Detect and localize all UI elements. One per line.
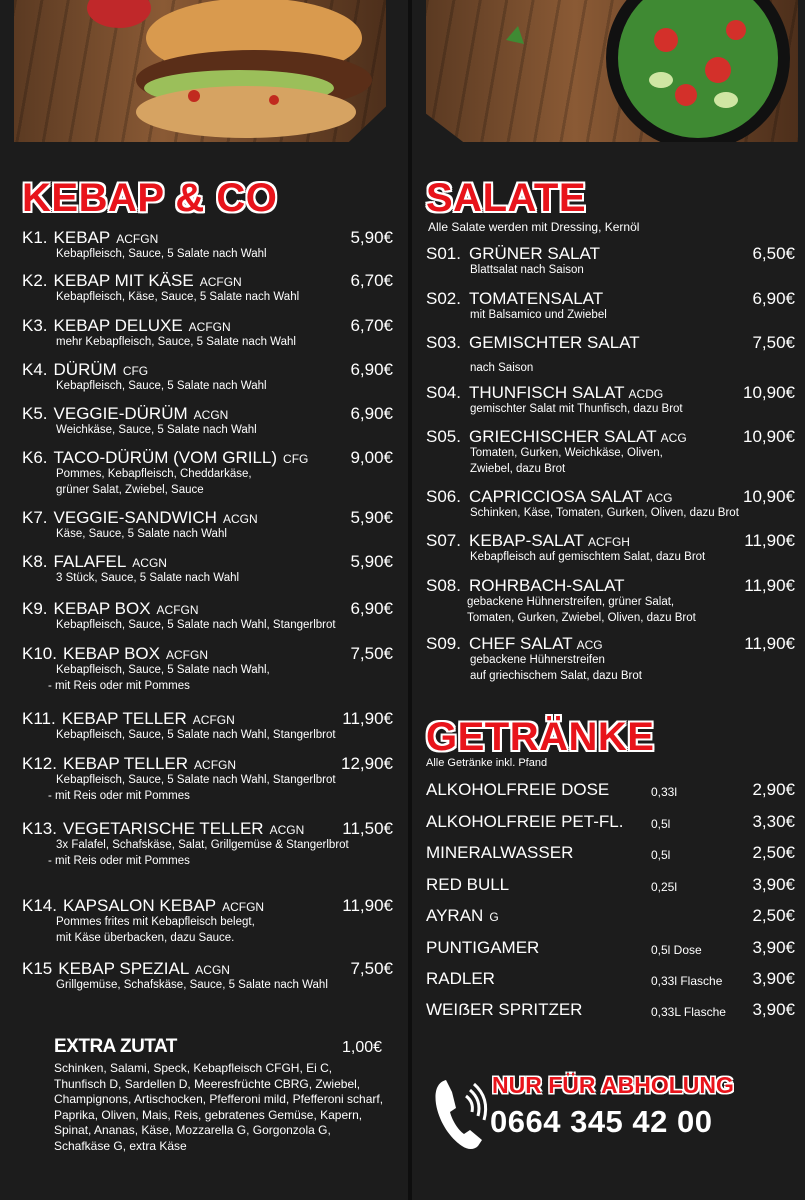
menu-item-name: [426, 289, 603, 309]
menu-item-description: Kebapfleisch, Sauce, 5 Salate nach Wahl, Stangerlbrot: [56, 729, 336, 741]
menu-item-price: 5,90€: [350, 508, 393, 527]
allergen-codes: ACFGN: [194, 758, 237, 772]
allergen-codes: ACFGN: [188, 320, 231, 334]
drink-size: 0,5l: [651, 848, 671, 862]
menu-item-title: GEMISCHTER SALAT: [468, 333, 640, 352]
menu-item-price: 11,90€: [342, 896, 393, 915]
menu-item-description: Kebapfleisch, Sauce, 5 Salate nach Wahl: [56, 248, 267, 260]
menu-item-name: [22, 552, 167, 573]
pickup-contact: [432, 1072, 772, 1152]
drink-name: [426, 906, 499, 927]
menu-item-title: KEBAP BOX: [62, 644, 160, 663]
menu-item-title: KEBAP DELUXE: [53, 316, 183, 335]
kebap-photo: [14, 0, 386, 142]
allergen-codes: ACFGN: [166, 648, 208, 662]
menu-item-title: KEBAP SPEZIAL: [58, 959, 190, 978]
menu-item-number: S01.: [426, 244, 461, 263]
menu-item-description: gebackene Hühnerstreifen, grüner Salat,: [467, 596, 675, 608]
menu-item-description: nach Saison: [470, 362, 534, 374]
allergen-codes: ACGN: [132, 556, 167, 570]
menu-item-description: Grillgemüse, Schafskäse, Sauce, 5 Salate nach Wahl: [56, 979, 328, 991]
drink-price: 3,90€: [752, 875, 795, 894]
salad-photo: [426, 0, 798, 142]
menu-item-description: - mit Reis oder mit Pommes: [48, 790, 190, 802]
menu-item-description: - mit Reis oder mit Pommes: [48, 855, 190, 867]
menu-item-description: Kebapfleisch, Sauce, 5 Salate nach Wahl, Stangerlbrot: [56, 774, 336, 786]
drink-name: [426, 938, 539, 958]
drink-size: 0,33L Flasche: [651, 1005, 726, 1019]
menu-item-number: K3.: [22, 316, 48, 335]
drink-title: AYRAN: [426, 906, 484, 925]
drink-title: WEIẞER SPRITZER: [426, 1000, 583, 1019]
drink-title: RED BULL: [426, 875, 510, 894]
menu-item-name: [22, 644, 208, 665]
salad-illustration: [426, 0, 798, 142]
menu-item-title: TOMATENSALAT: [468, 289, 604, 308]
menu-item-description: Tomaten, Gurken, Zwiebel, Oliven, dazu Brot: [467, 612, 696, 624]
allergen-codes: ACGN: [195, 963, 230, 977]
menu-item-title: KEBAP MIT KÄSE: [53, 271, 194, 290]
allergen-codes: ACFGN: [199, 275, 242, 289]
menu-item-price: 11,90€: [744, 531, 795, 550]
menu-item-title: VEGGIE-SANDWICH: [53, 508, 217, 527]
menu-item-name: [426, 634, 603, 655]
allergen-codes: ACFGN: [156, 603, 199, 617]
drink-price: 3,30€: [752, 812, 795, 831]
menu-item-price: 11,90€: [744, 634, 795, 653]
menu-item-number: K4.: [22, 360, 48, 379]
menu-item-price: 6,90€: [350, 360, 393, 379]
menu-item-number: S05.: [426, 427, 461, 446]
menu-item-description: gemischter Salat mit Thunfisch, dazu Brot: [470, 403, 683, 415]
drink-name: [426, 1000, 582, 1020]
menu-item-title: FALAFEL: [53, 552, 127, 571]
drink-size: 0,33l: [651, 785, 678, 799]
menu-item-title: CAPRICCIOSA SALAT: [468, 487, 643, 506]
drink-price: 3,90€: [752, 1000, 795, 1019]
menu-item-description: auf griechischem Salat, dazu Brot: [470, 670, 642, 682]
menu-item-description: Kebapfleisch, Sauce, 5 Salate nach Wahl: [56, 380, 267, 392]
menu-item-price: 6,70€: [350, 271, 393, 290]
allergen-codes: ACGN: [269, 823, 305, 837]
menu-item-price: 12,90€: [341, 754, 393, 773]
drink-price: 3,90€: [752, 969, 795, 988]
drink-title: ALKOHOLFREIE DOSE: [426, 780, 610, 799]
menu-item-description: Kebapfleisch, Käse, Sauce, 5 Salate nach Wahl: [56, 291, 300, 303]
menu-item-description: grüner Salat, Zwiebel, Sauce: [56, 484, 204, 496]
salate-note: Alle Salate werden mit Dressing, Kernöl: [428, 220, 640, 234]
menu-item-number: S09.: [426, 634, 461, 653]
drink-price: 3,90€: [752, 938, 795, 957]
drink-size: 0,5l: [651, 817, 671, 831]
allergen-codes: ACDG: [628, 387, 664, 401]
menu-item-price: 11,90€: [744, 576, 795, 595]
menu-item-description: - mit Reis oder mit Pommes: [48, 680, 190, 692]
menu-item-number: K2.: [22, 271, 48, 290]
allergen-codes: G: [489, 910, 499, 924]
menu-item-title: GRÜNER SALAT: [468, 244, 600, 263]
drink-size: 0,33l Flasche: [651, 974, 723, 988]
menu-item-description: Kebapfleisch, Sauce, 5 Salate nach Wahl,: [56, 664, 270, 676]
menu-item-title: KEBAP TELLER: [62, 754, 189, 773]
menu-item-title: ROHRBACH-SALAT: [468, 576, 625, 595]
allergen-codes: ACG: [646, 491, 673, 505]
menu-item-number: K8.: [22, 552, 48, 571]
menu-item-name: [22, 360, 148, 381]
menu-item-name: [22, 448, 308, 469]
drink-price: 2,90€: [752, 780, 795, 799]
drink-name: [426, 812, 623, 832]
menu-item-description: gebackene Hühnerstreifen: [470, 654, 605, 666]
kebap-section-title: KEBAP & CO: [22, 176, 278, 220]
menu-item-name: [22, 599, 199, 620]
allergen-codes: ACFGN: [192, 713, 235, 727]
menu-item-price: 10,90€: [743, 383, 795, 402]
drink-title: MINERALWASSER: [426, 843, 574, 862]
menu-item-number: S03.: [426, 333, 461, 352]
menu-item-description: Blattsalat nach Saison: [470, 264, 584, 276]
allergen-codes: ACG: [660, 431, 687, 445]
menu-item-description: mit Käse überbacken, dazu Sauce.: [56, 932, 235, 944]
drink-title: ALKOHOLFREIE PET-FL.: [426, 812, 624, 831]
menu-item-name: [426, 333, 640, 353]
allergen-codes: CFG: [283, 452, 309, 466]
menu-item-description: Käse, Sauce, 5 Salate nach Wahl: [56, 528, 227, 540]
menu-item-price: 10,90€: [743, 427, 795, 446]
menu-item-name: [426, 576, 625, 596]
allergen-codes: ACFGN: [116, 232, 159, 246]
menu-item-name: [22, 754, 236, 775]
menu-item-description: Schinken, Käse, Tomaten, Gurken, Oliven, dazu Brot: [470, 507, 739, 519]
phone-icon: [432, 1076, 492, 1152]
menu-item-name: [22, 228, 158, 249]
drink-name: [426, 969, 495, 989]
menu-item-description: mehr Kebapfleisch, Sauce, 5 Salate nach Wahl: [56, 336, 296, 348]
allergen-codes: ACFGN: [222, 900, 265, 914]
menu-item-description: Kebapfleisch auf gemischtem Salat, dazu Brot: [470, 551, 706, 563]
menu-item-title: CHEF SALAT: [468, 634, 573, 653]
drink-title: RADLER: [426, 969, 495, 988]
getraenke-section-title: GETRÄNKE: [426, 715, 655, 759]
menu-item-price: 6,50€: [752, 244, 795, 263]
menu-item-price: 6,90€: [752, 289, 795, 308]
menu-item-title: VEGETARISCHE TELLER: [62, 819, 264, 838]
menu-item-price: 11,50€: [342, 819, 393, 838]
menu-item-description: Kebapfleisch, Sauce, 5 Salate nach Wahl, Stangerlbrot: [56, 619, 336, 631]
menu-item-number: K5.: [22, 404, 48, 423]
menu-item-description: 3x Falafel, Schafskäse, Salat, Grillgemüse & Stangerlbrot: [56, 839, 349, 851]
extra-title: EXTRA ZUTAT: [54, 1036, 177, 1057]
menu-item-number: K1.: [22, 228, 48, 247]
menu-item-price: 9,00€: [350, 448, 393, 467]
menu-item-number: K14.: [22, 896, 57, 915]
drink-name: [426, 843, 573, 863]
menu-item-description: Pommes, Kebapfleisch, Cheddarkäse,: [56, 468, 252, 480]
menu-item-title: KEBAP BOX: [53, 599, 151, 618]
pickup-label: NUR FÜR ABHOLUNG: [492, 1072, 734, 1098]
drink-size: 0,5l Dose: [651, 943, 702, 957]
drink-name: [426, 780, 609, 800]
menu-item-name: [22, 404, 228, 425]
menu-item-title: TACO-DÜRÜM (VOM GRILL): [53, 448, 278, 467]
menu-item-price: 5,90€: [350, 228, 393, 247]
extra-price: 1,00€: [342, 1039, 383, 1056]
menu-item-title: KEBAP TELLER: [61, 709, 187, 728]
drink-price: 2,50€: [752, 843, 795, 862]
allergen-codes: ACGN: [193, 408, 229, 422]
menu-item-title: KEBAP: [53, 228, 111, 247]
menu-item-name: [22, 316, 231, 337]
drink-title: PUNTIGAMER: [426, 938, 540, 957]
menu-item-description: Weichkäse, Sauce, 5 Salate nach Wahl: [56, 424, 257, 436]
column-divider: [408, 0, 412, 1200]
menu-item-price: 6,90€: [350, 599, 393, 618]
menu-item-number: K13.: [22, 819, 57, 838]
menu-item-name: [426, 244, 600, 264]
drink-name: [426, 875, 509, 895]
menu-item-price: 10,90€: [743, 487, 795, 506]
drink-size: 0,25l: [651, 880, 678, 894]
kebap-illustration: [14, 0, 386, 142]
menu-item-title: KEBAP-SALAT: [468, 531, 584, 550]
menu-item-number: K9.: [22, 599, 48, 618]
menu-item-description: 3 Stück, Sauce, 5 Salate nach Wahl: [56, 572, 240, 584]
menu-item-title: THUNFISCH SALAT: [468, 383, 625, 402]
drink-price: 2,50€: [752, 906, 795, 925]
menu-item-number: S07.: [426, 531, 461, 550]
phone-number[interactable]: 0664 345 42 00: [490, 1104, 713, 1139]
menu-item-number: K7.: [22, 508, 48, 527]
menu-item-number: S06.: [426, 487, 461, 506]
menu-item-price: 6,90€: [350, 404, 393, 423]
menu-item-price: 6,70€: [350, 316, 393, 335]
menu-item-number: K12.: [22, 754, 57, 773]
allergen-codes: ACG: [576, 638, 603, 652]
menu-item-name: [22, 709, 235, 730]
menu-item-description: Zwiebel, dazu Brot: [470, 463, 566, 475]
menu-item-description: Pommes frites mit Kebapfleisch belegt,: [56, 916, 255, 928]
menu-item-number: K6.: [22, 448, 48, 467]
menu-item-name: [22, 271, 242, 292]
menu-item-name: [426, 531, 630, 552]
menu-item-number: S08.: [426, 576, 461, 595]
menu-item-name: [22, 508, 258, 529]
menu-item-number: S04.: [426, 383, 461, 402]
menu-item-number: K15: [22, 959, 53, 978]
menu-item-number: S02.: [426, 289, 461, 308]
menu-item-price: 7,50€: [752, 333, 795, 352]
menu-item-price: 5,90€: [350, 552, 393, 571]
menu-item-title: DÜRÜM: [53, 360, 117, 379]
menu-item-number: K10.: [22, 644, 57, 663]
menu-item-name: [22, 819, 304, 840]
allergen-codes: CFG: [122, 364, 149, 378]
menu-item-number: K11.: [22, 709, 56, 728]
menu-item-name: [22, 896, 264, 917]
menu-item-name: [426, 427, 687, 448]
menu-item-name: [426, 487, 673, 508]
menu-item-title: KAPSALON KEBAP: [62, 896, 217, 915]
menu-item-title: VEGGIE-DÜRÜM: [53, 404, 188, 423]
allergen-codes: ACGN: [222, 512, 258, 526]
menu-item-name: [426, 383, 663, 404]
menu-item-price: 7,50€: [350, 644, 393, 663]
menu-item-description: mit Balsamico und Zwiebel: [470, 309, 607, 321]
extra-description: Schinken, Salami, Speck, Kebapfleisch CFGH, Ei C, Thunfisch D, Sardellen D, Meeresfrüchte CBRG, Zwiebel, Champignons, Artischocken, Pfefferoni mild, Pfefferoni scharf, Paprika, Oliven, Mais, Reis, gebratenes Gemüse, Kapern, Spinat, Ananas, Käse, Mozzarella G, Gorgonzola G, Schafkäse G, extra Käse: [54, 1061, 384, 1153]
getraenke-note: Alle Getränke inkl. Pfand: [426, 757, 548, 769]
menu-item-name: [22, 959, 230, 980]
menu-item-title: GRIECHISCHER SALAT: [468, 427, 657, 446]
menu-item-description: Tomaten, Gurken, Weichkäse, Oliven,: [470, 447, 663, 459]
menu-item-price: 11,90€: [342, 709, 393, 728]
allergen-codes: ACFGH: [587, 535, 630, 549]
menu-item-price: 7,50€: [350, 959, 393, 978]
salate-section-title: SALATE: [426, 176, 587, 220]
